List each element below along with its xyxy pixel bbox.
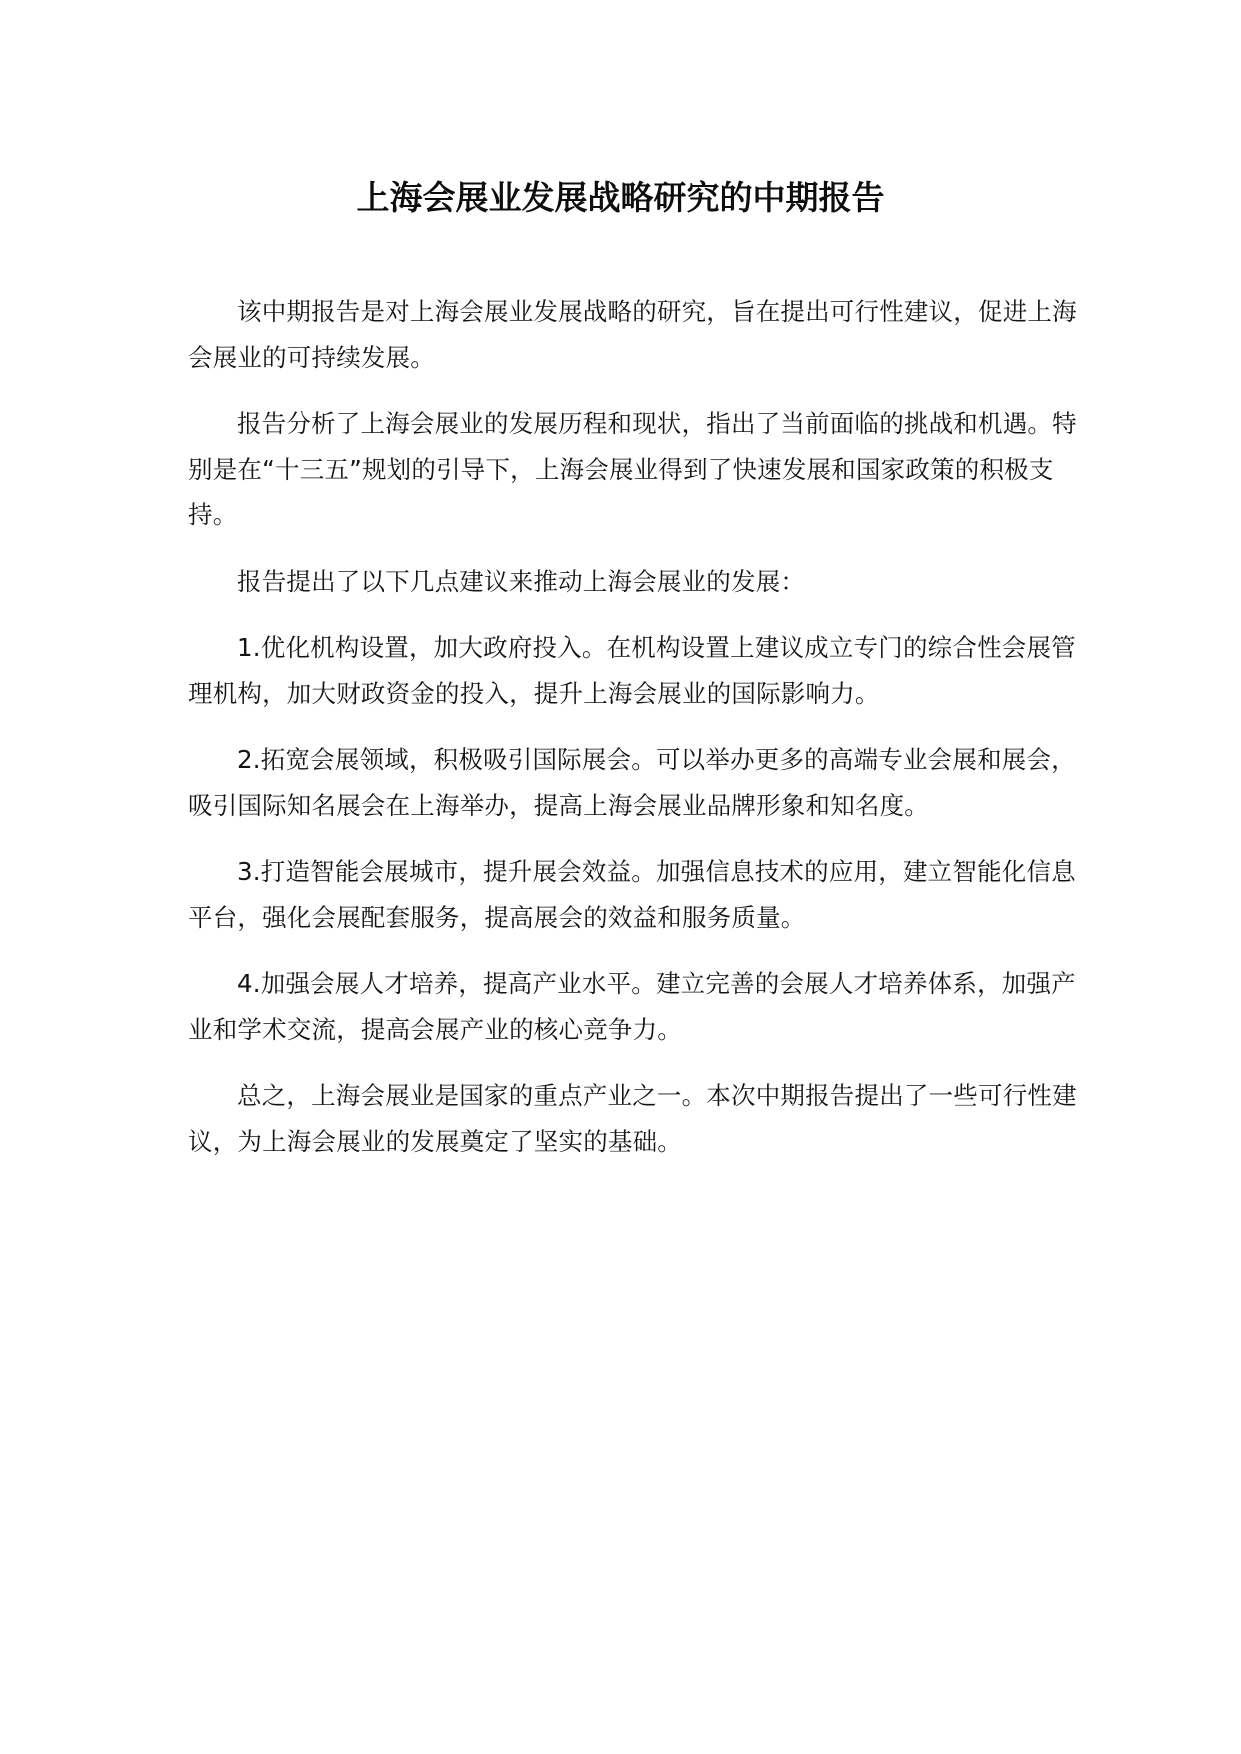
document-body <box>188 289 1088 1185</box>
paragraph-conclusion: 总之，上海会展业是国家的重点产业之一。本次中期报告提出了一些可行性建议，为上海会展业的发展奠定了坚实的基础。 <box>188 1081 1077 1156</box>
paragraph-recommendation-4: 4.加强会展人才培养，提高产业水平。建立完善的会展人才培养体系，加强产业和学术交流，提高会展产业的核心竞争力。 <box>188 969 1076 1044</box>
paragraph-recommendation-1: 1.优化机构设置，加大政府投入。在机构设置上建议成立专门的综合性会展管理机构，加大财政资金的投入，提升上海会展业的国际影响力。 <box>188 633 1076 708</box>
paragraph-analysis: 报告分析了上海会展业的发展历程和现状，指出了当前面临的挑战和机遇。特别是在“十三五”规划的引导下，上海会展业得到了快速发展和国家政策的积极支持。 <box>188 409 1077 529</box>
document-title: 上海会展业发展战略研究的中期报告 <box>356 178 885 217</box>
paragraph-recommendation-2: 2.拓宽会展领域，积极吸引国际展会。可以举办更多的高端专业会展和展会，吸引国际知名展会在上海举办，提高上海会展业品牌形象和知名度。 <box>188 745 1076 820</box>
paragraph-recommendation-3: 3.打造智能会展城市，提升展会效益。加强信息技术的应用，建立智能化信息平台，强化会展配套服务，提高展会的效益和服务质量。 <box>188 857 1076 932</box>
paragraph-intro: 该中期报告是对上海会展业发展战略的研究，旨在提出可行性建议，促进上海会展业的可持续发展。 <box>188 297 1077 372</box>
paragraph-recommendations-lead: 报告提出了以下几点建议来推动上海会展业的发展： <box>237 566 806 596</box>
